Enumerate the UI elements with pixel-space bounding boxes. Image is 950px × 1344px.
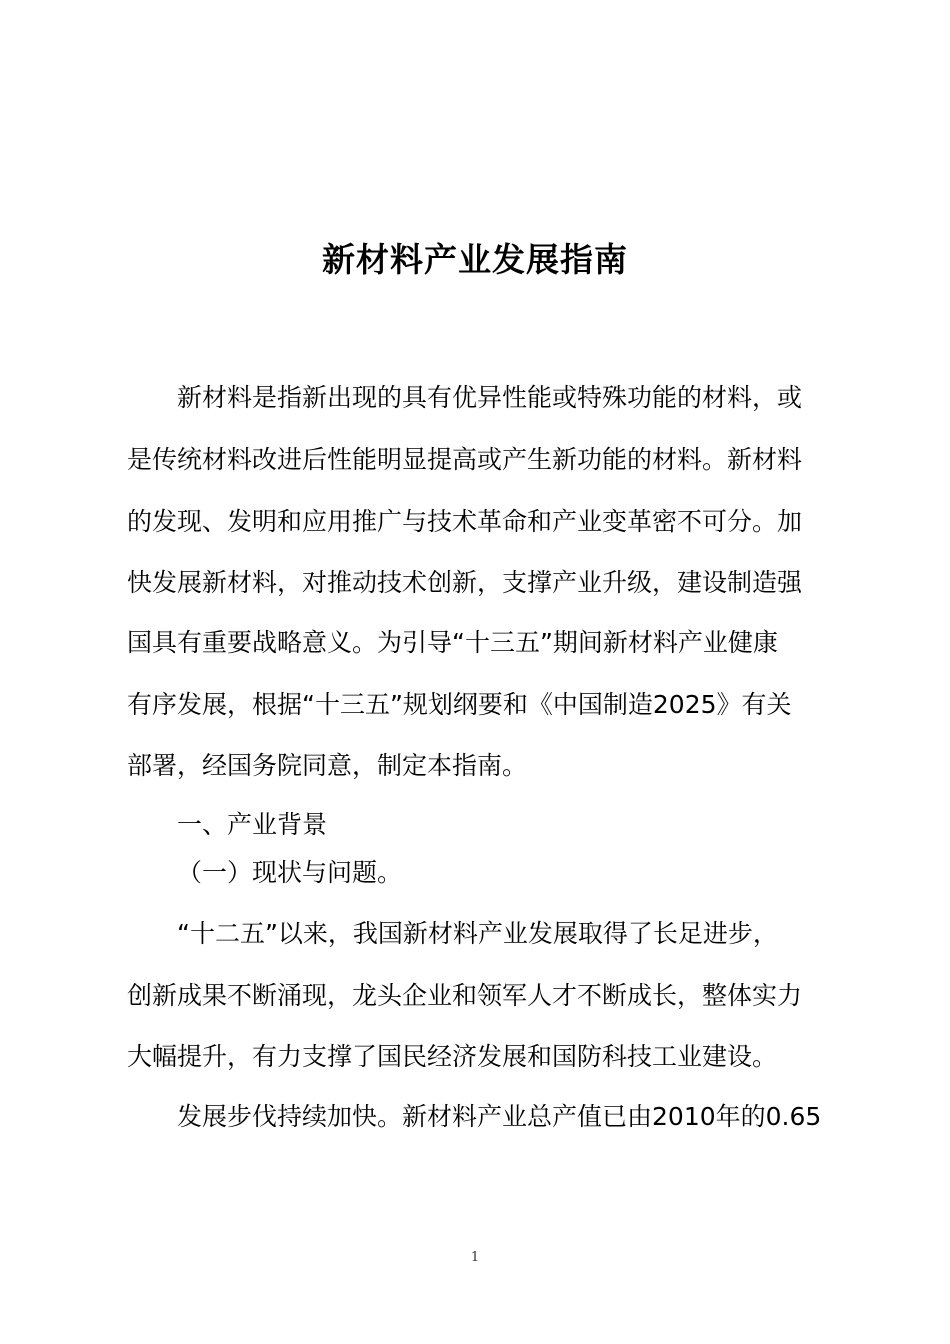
paragraph1-line: 部署，经国务院同意，制定本指南。 [127,751,528,780]
document-title: 新材料产业发展指南 [322,240,628,279]
paragraph2-line: 大幅提升，有力支撑了国民经济发展和国防科技工业建设。 [127,1042,778,1071]
paragraph1-line: 快发展新材料，对推动技术创新，支撑产业升级，建设制造强 [127,568,803,597]
paragraph1-line: 新材料是指新出现的具有优异性能或特殊功能的材料，或 [177,383,803,412]
paragraph1-line: 国具有重要战略意义。为引导“十三五”期间新材料产业健康 [127,628,778,657]
paragraph2-line: “十二五”以来，我国新材料产业发展取得了长足进步， [177,919,778,948]
paragraph1-line: 有序发展，根据“十三五”规划纲要和《中国制造2025》有关 [127,690,792,719]
subsection-heading: （一）现状与问题。 [177,858,403,887]
paragraph2-line: 创新成果不断涌现，龙头企业和领军人才不断成长，整体实力 [127,981,803,1010]
paragraph1-line: 是传统材料改进后性能明显提高或产生新功能的材料。新材料 [127,445,803,474]
paragraph1-line: 的发现、发明和应用推广与技术革命和产业变革密不可分。加 [127,507,803,536]
section-heading: 一、产业背景 [177,810,328,839]
page-number: 1 [470,1250,480,1265]
paragraph3-line: 发展步伐持续加快。新材料产业总产值已由2010年的0.65 [177,1102,822,1131]
